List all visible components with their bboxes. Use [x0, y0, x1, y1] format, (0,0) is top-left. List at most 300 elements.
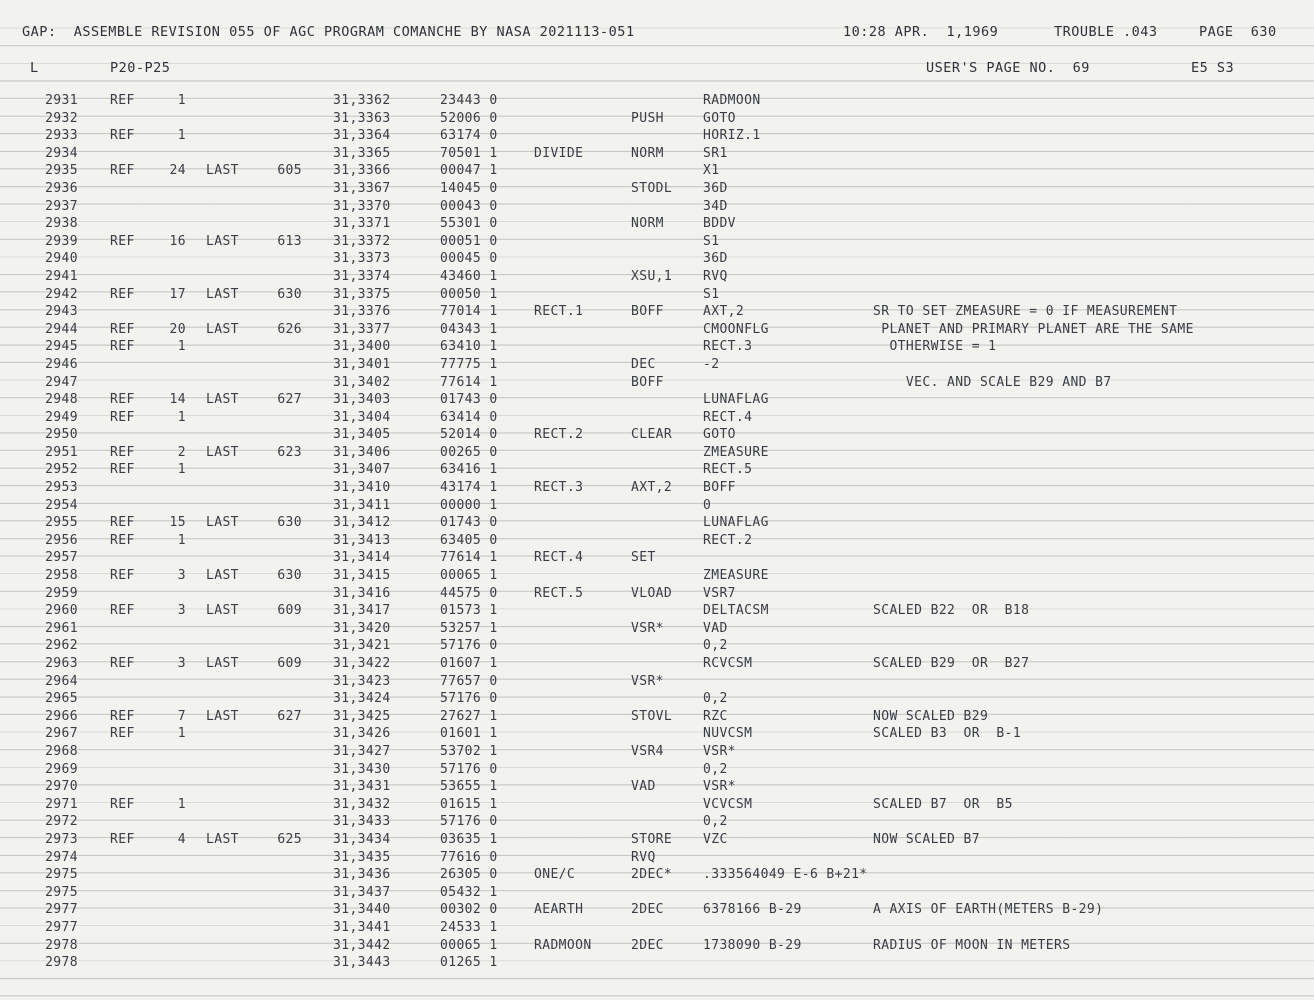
- cell-operand: LUNAFLAG: [703, 392, 769, 408]
- cell-line: 2966: [45, 708, 78, 724]
- cell-refn: 16: [169, 233, 186, 249]
- cell-ref: REF: [110, 603, 135, 619]
- cell-operand: DELTACSM: [703, 603, 769, 619]
- cell-code: 01615 1: [440, 796, 498, 812]
- cell-addr: 31,3440: [333, 902, 391, 918]
- cell-line: 2969: [45, 761, 78, 777]
- cell-op: STOVL: [631, 708, 673, 724]
- cell-op: DEC: [631, 356, 656, 372]
- cell-operand: BDDV: [703, 216, 736, 232]
- cell-addr: 31,3436: [333, 867, 391, 883]
- cell-code: 01265 1: [440, 955, 498, 971]
- cell-code: 63416 1: [440, 462, 498, 478]
- cell-op: 2DEC: [631, 937, 664, 953]
- cell-addr: 31,3434: [333, 831, 391, 847]
- users-page-number: USER'S PAGE NO. 69: [926, 60, 1090, 76]
- cell-op: VAD: [631, 779, 656, 795]
- cell-code: 70501 1: [440, 145, 498, 161]
- cell-code: 00051 0: [440, 233, 498, 249]
- cell-code: 04343 1: [440, 321, 498, 337]
- listing-row: [0, 532, 1314, 550]
- listing-row: [0, 690, 1314, 708]
- listing-row: [0, 901, 1314, 919]
- listing-row: [0, 180, 1314, 198]
- listing-row: [0, 831, 1314, 849]
- cell-addr: 31,3406: [333, 444, 391, 460]
- cell-op: RVQ: [631, 849, 656, 865]
- listing-row: [0, 796, 1314, 814]
- cell-line: 2949: [45, 409, 78, 425]
- cell-line: 2960: [45, 603, 78, 619]
- cell-line: 2975: [45, 867, 78, 883]
- cell-ref: REF: [110, 93, 135, 108]
- cell-refn: 1: [177, 796, 186, 812]
- cell-addr: 31,3425: [333, 708, 391, 724]
- cell-last: LAST: [206, 321, 239, 337]
- cell-op: STODL: [631, 180, 673, 196]
- cell-operand: 1738090 B-29: [703, 937, 802, 953]
- cell-refn: 17: [169, 286, 186, 302]
- cell-code: 57176 0: [440, 761, 498, 777]
- listing-row: [0, 268, 1314, 286]
- listing-row: [0, 884, 1314, 902]
- cell-addr: 31,3373: [333, 251, 391, 267]
- listing-row: [0, 391, 1314, 409]
- cell-addr: 31,3401: [333, 356, 391, 372]
- listing-row: [0, 919, 1314, 937]
- listing-row: [0, 444, 1314, 462]
- cell-operand: 36D: [703, 180, 728, 196]
- cell-ref: REF: [110, 568, 135, 584]
- cell-code: 43174 1: [440, 480, 498, 496]
- cell-label: RADMOON: [534, 937, 592, 953]
- cell-operand: 0,2: [703, 814, 728, 830]
- cell-op: SET: [631, 550, 656, 566]
- cell-op: BOFF: [631, 374, 664, 390]
- cell-ref: REF: [110, 656, 135, 671]
- cell-operand: 6378166 B-29: [703, 902, 802, 918]
- cell-comment: NOW SCALED B29: [873, 708, 989, 724]
- cell-op: BOFF: [631, 304, 664, 320]
- cell-line: 2941: [45, 268, 78, 284]
- cell-addr: 31,3377: [333, 321, 391, 337]
- cell-operand: RCVCSM: [703, 656, 753, 671]
- cell-refn: 3: [177, 656, 186, 671]
- cell-ref: REF: [110, 708, 135, 724]
- cell-addr: 31,3431: [333, 779, 391, 795]
- cell-last: LAST: [206, 163, 239, 179]
- cell-comment: VEC. AND SCALE B29 AND B7: [873, 374, 1112, 390]
- cell-lastn: 626: [277, 321, 302, 337]
- listing-row: [0, 338, 1314, 356]
- cell-refn: 14: [169, 392, 186, 408]
- cell-ref: REF: [110, 339, 135, 355]
- cell-comment: PLANET AND PRIMARY PLANET ARE THE SAME: [873, 321, 1194, 337]
- cell-addr: 31,3413: [333, 532, 391, 548]
- cell-addr: 31,3421: [333, 638, 391, 654]
- listing-row: [0, 286, 1314, 304]
- cell-last: LAST: [206, 444, 239, 460]
- cell-op: 2DEC*: [631, 867, 673, 883]
- cell-operand: 0,2: [703, 691, 728, 707]
- cell-ref: REF: [110, 726, 135, 742]
- cell-comment: RADIUS OF MOON IN METERS: [873, 937, 1071, 953]
- cell-code: 00043 0: [440, 198, 498, 214]
- cell-ref: REF: [110, 515, 135, 531]
- cell-operand: -2: [703, 356, 720, 372]
- listing-row: [0, 479, 1314, 497]
- cell-refn: 7: [177, 708, 186, 724]
- cell-operand: RECT.5: [703, 462, 753, 478]
- cell-operand: SR1: [703, 145, 728, 161]
- cell-comment: SR TO SET ZMEASURE = 0 IF MEASUREMENT: [873, 304, 1178, 320]
- cell-last: LAST: [206, 656, 239, 671]
- cell-line: 2962: [45, 638, 78, 654]
- cell-addr: 31,3370: [333, 198, 391, 214]
- header-page: PAGE 630: [1199, 24, 1277, 40]
- cell-addr: 31,3364: [333, 128, 391, 144]
- cell-operand: RZC: [703, 708, 728, 724]
- cell-line: 2948: [45, 392, 78, 408]
- cell-line: 2961: [45, 620, 78, 636]
- listing-row: [0, 954, 1314, 972]
- cell-line: 2972: [45, 814, 78, 830]
- cell-code: 44575 0: [440, 585, 498, 601]
- column-l: L: [30, 60, 39, 76]
- cell-code: 01601 1: [440, 726, 498, 742]
- cell-line: 2977: [45, 902, 78, 918]
- cell-addr: 31,3433: [333, 814, 391, 830]
- cell-addr: 31,3367: [333, 180, 391, 196]
- cell-refn: 1: [177, 93, 186, 108]
- cell-addr: 31,3417: [333, 603, 391, 619]
- cell-refn: 1: [177, 532, 186, 548]
- cell-code: 05432 1: [440, 884, 498, 900]
- cell-addr: 31,3422: [333, 656, 391, 671]
- cell-label: AEARTH: [534, 902, 584, 918]
- cell-line: 2946: [45, 356, 78, 372]
- cell-operand: LUNAFLAG: [703, 515, 769, 531]
- cell-addr: 31,3371: [333, 216, 391, 232]
- cell-ref: REF: [110, 444, 135, 460]
- cell-addr: 31,3430: [333, 761, 391, 777]
- cell-operand: S1: [703, 286, 720, 302]
- cell-line: 2959: [45, 585, 78, 601]
- cell-addr: 31,3376: [333, 304, 391, 320]
- listing-row: [0, 778, 1314, 796]
- cell-code: 53257 1: [440, 620, 498, 636]
- cell-refn: 1: [177, 128, 186, 144]
- cell-ref: REF: [110, 163, 135, 179]
- cell-operand: 0,2: [703, 761, 728, 777]
- cell-op: 2DEC: [631, 902, 664, 918]
- listing-row: [0, 549, 1314, 567]
- cell-operand: 0,2: [703, 638, 728, 654]
- cell-lastn: 625: [277, 831, 302, 847]
- cell-label: ONE/C: [534, 867, 576, 883]
- listing-row: [0, 937, 1314, 955]
- cell-lastn: 630: [277, 568, 302, 584]
- e-s-code: E5 S3: [1191, 60, 1235, 76]
- cell-addr: 31,3366: [333, 163, 391, 179]
- cell-label: RECT.5: [534, 585, 584, 601]
- cell-line: 2978: [45, 937, 78, 953]
- cell-line: 2968: [45, 743, 78, 759]
- cell-operand: VSR*: [703, 779, 736, 795]
- cell-addr: 31,3402: [333, 374, 391, 390]
- listing-row: [0, 409, 1314, 427]
- cell-op: STORE: [631, 831, 673, 847]
- cell-operand: VSR*: [703, 743, 736, 759]
- cell-code: 53702 1: [440, 743, 498, 759]
- cell-line: 2933: [45, 128, 78, 144]
- cell-line: 2974: [45, 849, 78, 865]
- cell-operand: RECT.4: [703, 409, 753, 425]
- cell-op: VLOAD: [631, 585, 673, 601]
- cell-code: 77616 0: [440, 849, 498, 865]
- cell-addr: 31,3374: [333, 268, 391, 284]
- cell-operand: VCVCSM: [703, 796, 753, 812]
- cell-code: 14045 0: [440, 180, 498, 196]
- cell-line: 2971: [45, 796, 78, 812]
- cell-addr: 31,3443: [333, 955, 391, 971]
- cell-code: 53655 1: [440, 779, 498, 795]
- cell-label: RECT.1: [534, 304, 584, 320]
- cell-code: 77657 0: [440, 673, 498, 689]
- header-trouble: TROUBLE .043: [1054, 24, 1158, 40]
- cell-addr: 31,3416: [333, 585, 391, 601]
- cell-line: 2932: [45, 110, 78, 126]
- cell-refn: 24: [169, 163, 186, 179]
- cell-lastn: 630: [277, 515, 302, 531]
- cell-line: 2958: [45, 568, 78, 584]
- cell-operand: RADMOON: [703, 93, 761, 108]
- cell-line: 2943: [45, 304, 78, 320]
- cell-refn: 1: [177, 339, 186, 355]
- listing-row: [0, 813, 1314, 831]
- cell-line: 2950: [45, 427, 78, 443]
- cell-lastn: 630: [277, 286, 302, 302]
- listing-row: [0, 602, 1314, 620]
- cell-operand: VAD: [703, 620, 728, 636]
- cell-code: 57176 0: [440, 691, 498, 707]
- cell-addr: 31,3415: [333, 568, 391, 584]
- cell-last: LAST: [206, 603, 239, 619]
- cell-code: 00065 1: [440, 937, 498, 953]
- cell-comment: A AXIS OF EARTH(METERS B-29): [873, 902, 1104, 918]
- cell-operand: 36D: [703, 251, 728, 267]
- cell-addr: 31,3426: [333, 726, 391, 742]
- cell-code: 00065 1: [440, 568, 498, 584]
- cell-code: 77614 1: [440, 374, 498, 390]
- listing-row: [0, 743, 1314, 761]
- cell-last: LAST: [206, 233, 239, 249]
- cell-code: 63414 0: [440, 409, 498, 425]
- cell-addr: 31,3423: [333, 673, 391, 689]
- listing-row: [0, 567, 1314, 585]
- cell-code: 01743 0: [440, 515, 498, 531]
- cell-ref: REF: [110, 392, 135, 408]
- cell-ref: REF: [110, 532, 135, 548]
- cell-comment: SCALED B22 OR B18: [873, 603, 1030, 619]
- cell-line: 2940: [45, 251, 78, 267]
- cell-line: 2970: [45, 779, 78, 795]
- cell-line: 2944: [45, 321, 78, 337]
- cell-ref: REF: [110, 462, 135, 478]
- cell-addr: 31,3424: [333, 691, 391, 707]
- listing-row: [0, 374, 1314, 392]
- cell-last: LAST: [206, 831, 239, 847]
- cell-line: 2963: [45, 656, 78, 671]
- cell-operand: RECT.2: [703, 532, 753, 548]
- cell-operand: X1: [703, 163, 720, 179]
- cell-code: 03635 1: [440, 831, 498, 847]
- cell-operand: RECT.3: [703, 339, 753, 355]
- cell-addr: 31,3442: [333, 937, 391, 953]
- cell-addr: 31,3435: [333, 849, 391, 865]
- cell-code: 63410 1: [440, 339, 498, 355]
- cell-op: NORM: [631, 216, 664, 232]
- cell-lastn: 609: [277, 656, 302, 671]
- listing-row: [0, 215, 1314, 233]
- cell-line: 2937: [45, 198, 78, 214]
- cell-addr: 31,3400: [333, 339, 391, 355]
- cell-refn: 15: [169, 515, 186, 531]
- cell-code: 77614 1: [440, 550, 498, 566]
- cell-code: 00302 0: [440, 902, 498, 918]
- cell-code: 01607 1: [440, 656, 498, 671]
- cell-line: 2947: [45, 374, 78, 390]
- cell-ref: REF: [110, 128, 135, 144]
- cell-lastn: 627: [277, 708, 302, 724]
- listing-row: [0, 233, 1314, 251]
- cell-ref: REF: [110, 321, 135, 337]
- cell-line: 2942: [45, 286, 78, 302]
- listing-row: [0, 303, 1314, 321]
- listing-row: [0, 725, 1314, 743]
- cell-line: 2957: [45, 550, 78, 566]
- cell-addr: 31,3432: [333, 796, 391, 812]
- cell-op: CLEAR: [631, 427, 673, 443]
- cell-operand: ZMEASURE: [703, 568, 769, 584]
- cell-comment: OTHERWISE = 1: [873, 339, 997, 355]
- listing-row: [0, 708, 1314, 726]
- listing-row: [0, 655, 1314, 673]
- cell-line: 2967: [45, 726, 78, 742]
- cell-code: 00000 1: [440, 497, 498, 513]
- cell-line: 2951: [45, 444, 78, 460]
- listing-row: [0, 849, 1314, 867]
- cell-line: 2964: [45, 673, 78, 689]
- listing-row: [0, 514, 1314, 532]
- section-label: P20-P25: [110, 60, 171, 76]
- cell-line: 2938: [45, 216, 78, 232]
- listing-row: [0, 620, 1314, 638]
- cell-label: RECT.3: [534, 480, 584, 496]
- cell-addr: 31,3441: [333, 919, 391, 935]
- listing-row: [0, 250, 1314, 268]
- cell-ref: REF: [110, 796, 135, 812]
- cell-addr: 31,3375: [333, 286, 391, 302]
- cell-line: 2954: [45, 497, 78, 513]
- cell-addr: 31,3427: [333, 743, 391, 759]
- cell-op: PUSH: [631, 110, 664, 126]
- header-time: 10:28 APR. 1,1969: [843, 24, 999, 40]
- cell-line: 2935: [45, 163, 78, 179]
- listing-row: [0, 866, 1314, 884]
- cell-op: VSR*: [631, 620, 664, 636]
- cell-line: 2936: [45, 180, 78, 196]
- listing-row: [0, 145, 1314, 163]
- cell-last: LAST: [206, 568, 239, 584]
- cell-operand: .333564049 E-6 B+21*: [703, 867, 868, 883]
- cell-code: 01743 0: [440, 392, 498, 408]
- cell-line: 2978: [45, 955, 78, 971]
- cell-op: VSR4: [631, 743, 664, 759]
- cell-line: 2931: [45, 93, 78, 108]
- cell-code: 77014 1: [440, 304, 498, 320]
- cell-operand: 0: [703, 497, 712, 513]
- cell-operand: GOTO: [703, 110, 736, 126]
- cell-label: DIVIDE: [534, 145, 584, 161]
- cell-comment: SCALED B7 OR B5: [873, 796, 1013, 812]
- cell-code: 52014 0: [440, 427, 498, 443]
- cell-code: 57176 0: [440, 638, 498, 654]
- cell-addr: 31,3437: [333, 884, 391, 900]
- cell-operand: BOFF: [703, 480, 736, 496]
- cell-ref: REF: [110, 286, 135, 302]
- cell-code: 24533 1: [440, 919, 498, 935]
- cell-comment: SCALED B3 OR B-1: [873, 726, 1022, 742]
- cell-line: 2939: [45, 233, 78, 249]
- cell-code: 43460 1: [440, 268, 498, 284]
- cell-addr: 31,3420: [333, 620, 391, 636]
- cell-comment: NOW SCALED B7: [873, 831, 980, 847]
- cell-operand: NUVCSM: [703, 726, 753, 742]
- cell-addr: 31,3405: [333, 427, 391, 443]
- listing-row: [0, 637, 1314, 655]
- listing-row: [0, 110, 1314, 128]
- cell-code: 55301 0: [440, 216, 498, 232]
- cell-ref: REF: [110, 409, 135, 425]
- cell-addr: 31,3365: [333, 145, 391, 161]
- cell-line: 2975: [45, 884, 78, 900]
- listing-row: [0, 92, 1314, 110]
- cell-line: 2945: [45, 339, 78, 355]
- cell-op: NORM: [631, 145, 664, 161]
- cell-ref: REF: [110, 233, 135, 249]
- listing-row: [0, 198, 1314, 216]
- cell-line: 2934: [45, 145, 78, 161]
- cell-label: RECT.4: [534, 550, 584, 566]
- cell-operand: RVQ: [703, 268, 728, 284]
- listing-row: [0, 127, 1314, 145]
- listing-row: [0, 673, 1314, 691]
- cell-refn: 3: [177, 603, 186, 619]
- listing-row: [0, 461, 1314, 479]
- cell-lastn: 627: [277, 392, 302, 408]
- cell-operand: S1: [703, 233, 720, 249]
- cell-lastn: 623: [277, 444, 302, 460]
- cell-line: 2955: [45, 515, 78, 531]
- cell-comment: SCALED B29 OR B27: [873, 656, 1030, 671]
- listing-row: [0, 162, 1314, 180]
- cell-line: 2952: [45, 462, 78, 478]
- cell-last: LAST: [206, 392, 239, 408]
- cell-code: 77775 1: [440, 356, 498, 372]
- cell-lastn: 609: [277, 603, 302, 619]
- cell-code: 01573 1: [440, 603, 498, 619]
